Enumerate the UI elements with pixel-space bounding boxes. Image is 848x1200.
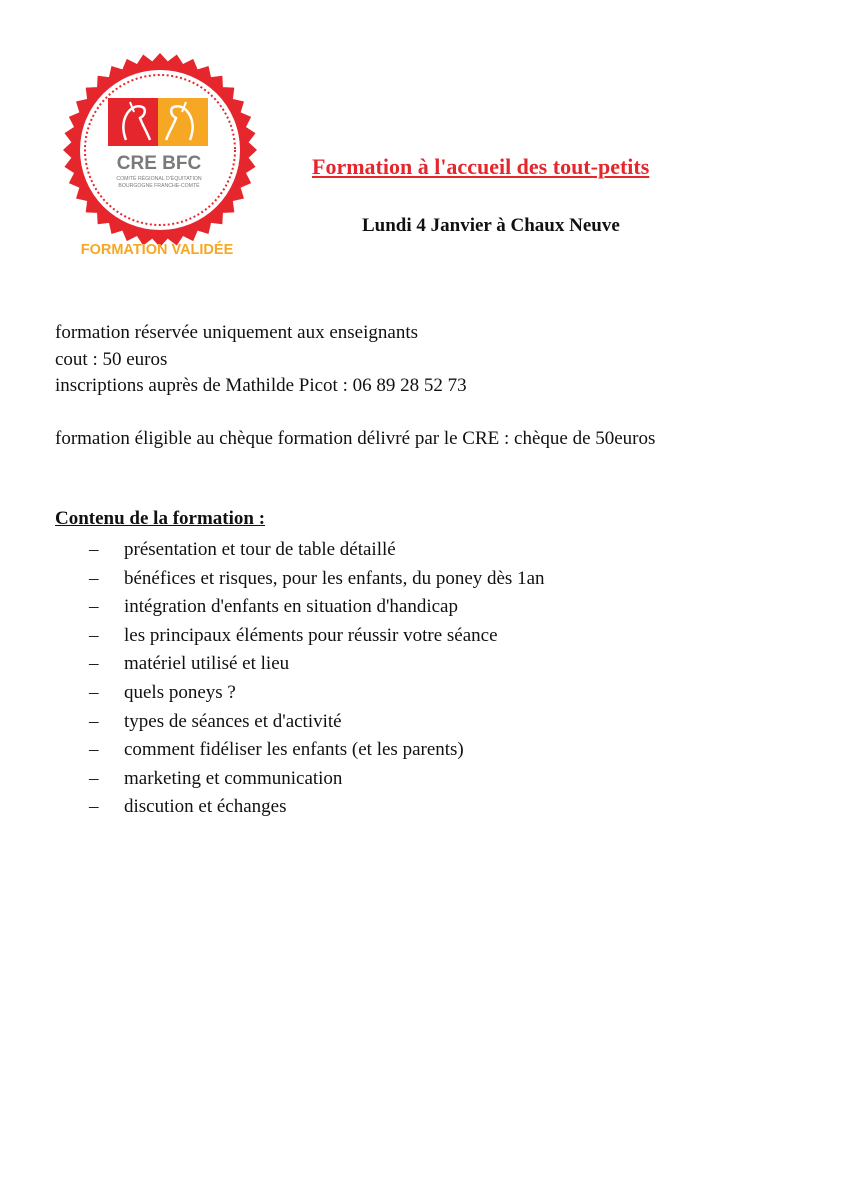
content-list-item-text: types de séances et d'activité [124,710,342,732]
info-registration: inscriptions auprès de Mathilde Picot : 06 89 28 52 73 [55,375,467,396]
page-title: Formation à l'accueil des tout-petits [312,154,650,179]
cre-bfc-seal [60,50,260,265]
content-list-item-text: présentation et tour de table détaillé [124,539,396,560]
content-heading: Contenu de la formation : [55,508,266,529]
content-list-item-text: comment fidéliser les enfants (et les parents) [124,739,464,761]
badge-org-line2: BOURGOGNE FRANCHE-COMTÉ [118,183,200,189]
list-bullet-dash: – [89,710,99,732]
list-bullet-dash: – [89,796,99,818]
list-bullet-dash: – [89,567,99,589]
content-list-item-text: les principaux éléments pour réussir votre séance [124,624,498,646]
content-list-item-text: quels poneys ? [124,681,236,703]
badge-org-line1: COMITÉ RÉGIONAL D'ÉQUITATION [116,176,202,182]
badge-brand-text: CRE BFC [116,153,202,174]
content-list-item-text: marketing et communication [124,767,343,789]
content-list-item-text: matériel utilisé et lieu [124,653,290,675]
list-bullet-dash: – [89,767,99,789]
info-cost: cout : 50 euros [55,348,168,370]
info-audience: formation réservée uniquement aux enseignants [55,322,418,343]
info-block [55,320,467,400]
list-bullet-dash: – [89,681,99,703]
list-bullet-dash: – [89,653,99,675]
list-bullet-dash: – [89,624,99,646]
content-list-item-text: discution et échanges [124,796,287,818]
badge-caption: FORMATION VALIDÉE [80,242,234,258]
list-bullet-dash: – [89,739,99,761]
horse-logo-icon [108,98,208,146]
info-cheque-eligibility: formation éligible au chèque formation délivré par le CRE : chèque de 50euros [55,428,656,449]
content-list-item-text: bénéfices et risques, pour les enfants, du poney dès 1an [124,567,545,589]
content-list-item-text: intégration d'enfants en situation d'handicap [124,596,458,618]
list-bullet-dash: – [89,539,99,560]
formation-validee-badge [60,50,260,265]
event-date-location: Lundi 4 Janvier à Chaux Neuve [362,215,620,236]
list-bullet-dash: – [89,596,99,618]
